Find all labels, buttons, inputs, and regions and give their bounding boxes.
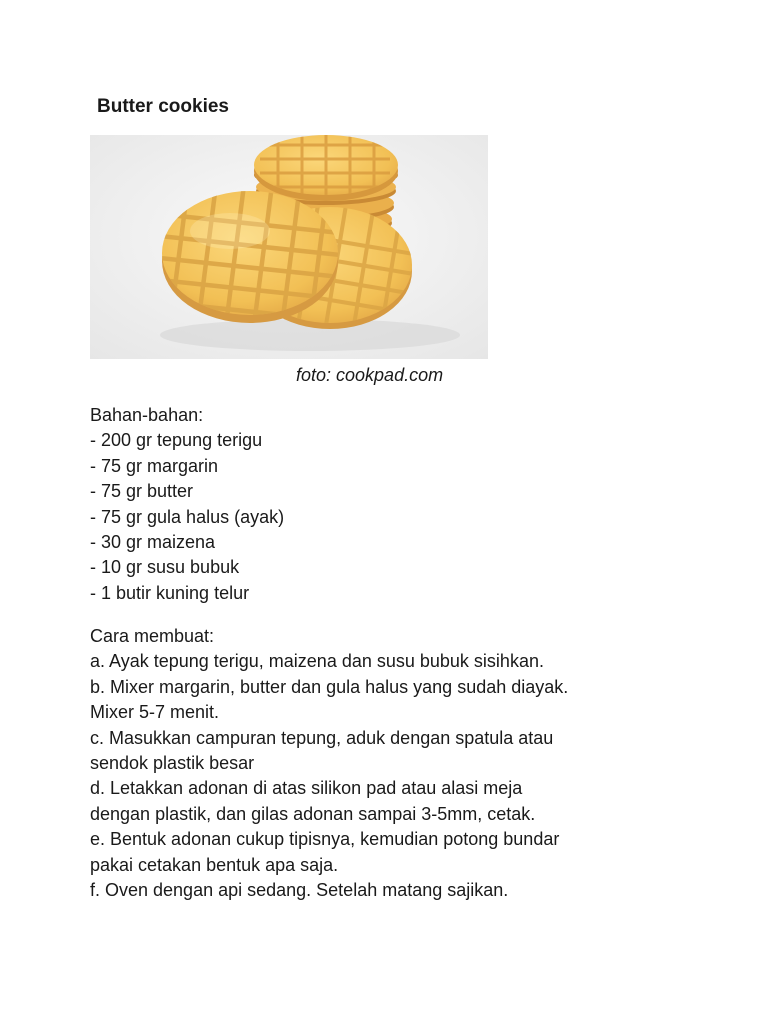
steps-section <box>90 624 690 903</box>
step-line: c. Masukkan campuran tepung, aduk dengan spatula atau <box>90 727 554 748</box>
ingredient-item: - 75 gr margarin <box>90 455 219 476</box>
ingredient-item: - 30 gr maizena <box>90 532 216 553</box>
ingredient-item: - 10 gr susu bubuk <box>90 557 240 578</box>
recipe-title: Butter cookies <box>97 96 229 117</box>
step-line: sendok plastik besar <box>90 753 255 774</box>
step-line: Mixer 5-7 menit. <box>90 702 220 723</box>
photo-caption: foto: cookpad.com <box>296 365 444 385</box>
step-line: b. Mixer margarin, butter dan gula halus yang sudah diayak. <box>90 676 569 697</box>
ingredient-item: - 75 gr gula halus (ayak) <box>90 506 285 527</box>
steps-heading: Cara membuat: <box>90 626 215 646</box>
cookies-photo <box>90 135 488 359</box>
ingredient-item: - 75 gr butter <box>90 481 194 502</box>
ingredient-item: - 1 butir kuning telur <box>90 582 250 603</box>
ingredients-section <box>90 403 690 606</box>
step-line: dengan plastik, dan gilas adonan sampai 3-5mm, cetak. <box>90 803 536 824</box>
step-line: e. Bentuk adonan cukup tipisnya, kemudian potong bundar <box>90 829 560 850</box>
step-line: d. Letakkan adonan di atas silikon pad atau alasi meja <box>90 778 523 799</box>
step-line: a. Ayak tepung terigu, maizena dan susu bubuk sisihkan. <box>90 651 544 672</box>
step-line: pakai cetakan bentuk apa saja. <box>90 854 339 875</box>
step-line: f. Oven dengan api sedang. Setelah matang sajikan. <box>90 880 509 901</box>
ingredients-heading: Bahan-bahan: <box>90 405 204 425</box>
ingredient-item: - 200 gr tepung terigu <box>90 430 263 451</box>
